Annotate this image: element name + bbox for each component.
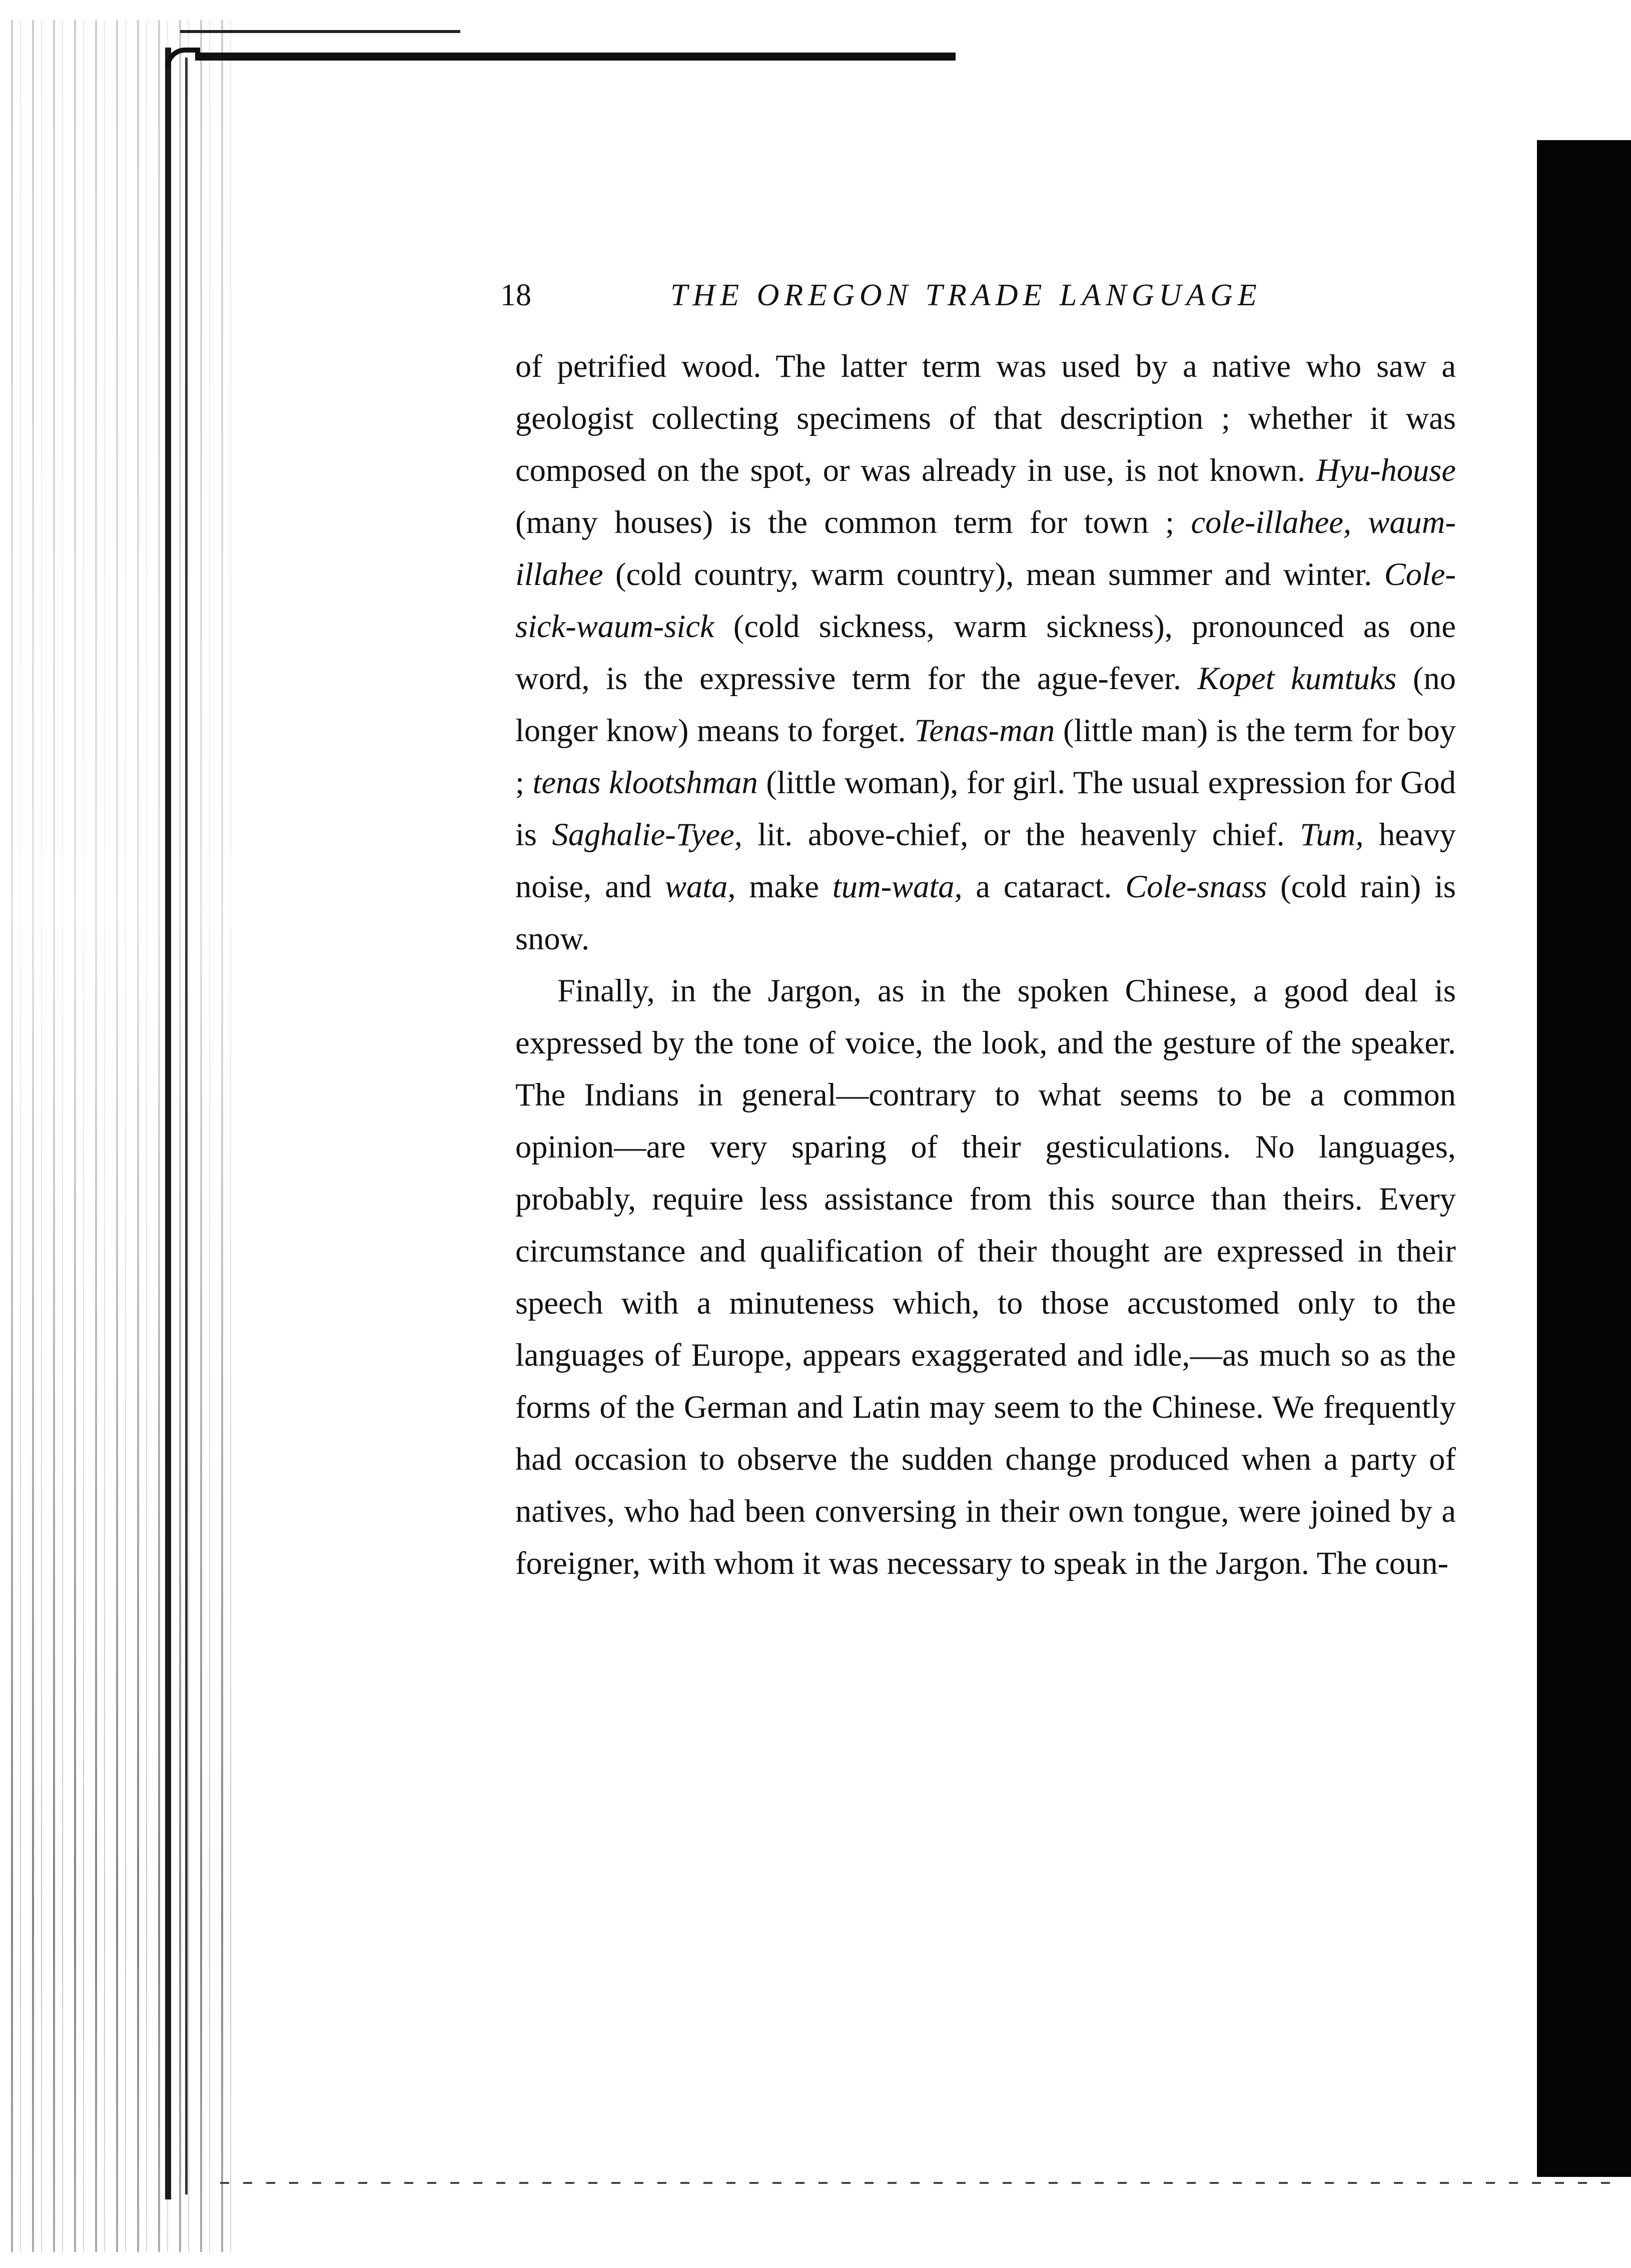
text-run: (cold rain) is snow. <box>515 869 1456 956</box>
scan-page-edges-left <box>0 20 235 2252</box>
text-run: make <box>735 869 833 904</box>
paragraph <box>515 340 1456 965</box>
page-number: 18 <box>500 278 531 312</box>
text-run: (cold sickness, warm sickness), pronounced as one word, is the expressive term for the ague-fever. <box>515 609 1456 696</box>
italic-term: tenas klootshman <box>532 765 758 800</box>
text-run: lit. above-chief, or the heavenly chief. <box>742 817 1300 852</box>
running-header <box>500 265 1501 325</box>
body-text <box>515 340 1456 1589</box>
scan-bottom-edge <box>220 2182 1621 2184</box>
italic-term: Tenas-man <box>914 713 1055 748</box>
text-run: heavy noise, and <box>515 817 1456 904</box>
scan-binding-line-inner <box>185 58 188 2194</box>
scan-binding-line <box>165 48 171 2199</box>
italic-term: Saghalie-Tyee, <box>552 817 742 852</box>
text-run: (cold country, warm country), mean summer and winter. <box>603 556 1384 592</box>
text-run: Finally, in the Jargon, as in the spoken Chinese, a good deal is expressed by the tone of voice, the look, and the gesture of the speaker. The Indians in general—contrary to what seems to be a common opinion—are very sparing of their gesticulations. No languages, probably, require less assistance from this source than theirs. Every circumstance and qualification of their thought are expressed in their speech with a minuteness which, to those accustomed only to the languages of Europe, appears exaggerated and idle,—as much so as the forms of the German and Latin may seem to the Chinese. We frequently had occasion to observe the sudden change produced when a party of natives, who had been conversing in their own tongue, were joined by a foreigner, with whom it was necessary to speak in the Jargon. The coun- <box>515 973 1456 1581</box>
scan-top-edge <box>195 53 956 61</box>
italic-term: Kopet kumtuks <box>1197 661 1397 696</box>
text-run: (little man) is the term for boy ; <box>515 713 1456 800</box>
text-run: (no longer know) means to forget. <box>515 661 1456 748</box>
scan-top-edge-thin <box>180 30 460 33</box>
italic-term: Cole-sick-waum-sick <box>515 556 1456 644</box>
running-title: THE OREGON TRADE LANGUAGE <box>670 278 1262 312</box>
text-run: (little woman), for girl. The usual expression for God is <box>515 765 1456 852</box>
scan-right-dark-margin <box>1537 140 1631 2177</box>
italic-term: tum-wata, <box>832 869 963 904</box>
italic-term: cole-illahee, waum-illahee <box>515 504 1456 592</box>
italic-term: wata, <box>664 869 736 904</box>
text-run: (many houses) is the common term for town ; <box>515 504 1191 540</box>
text-run: of petrified wood. The latter term was used by a native who saw a geologist collecting specimens of that description ; whether it was composed on the spot, or was already in use, is not known. <box>515 348 1456 488</box>
text-run: a cataract. <box>962 869 1126 904</box>
italic-term: Tum, <box>1300 817 1364 852</box>
italic-term: Cole-snass <box>1125 869 1267 904</box>
paragraph <box>515 965 1456 1589</box>
italic-term: Hyu-house <box>1316 452 1456 488</box>
